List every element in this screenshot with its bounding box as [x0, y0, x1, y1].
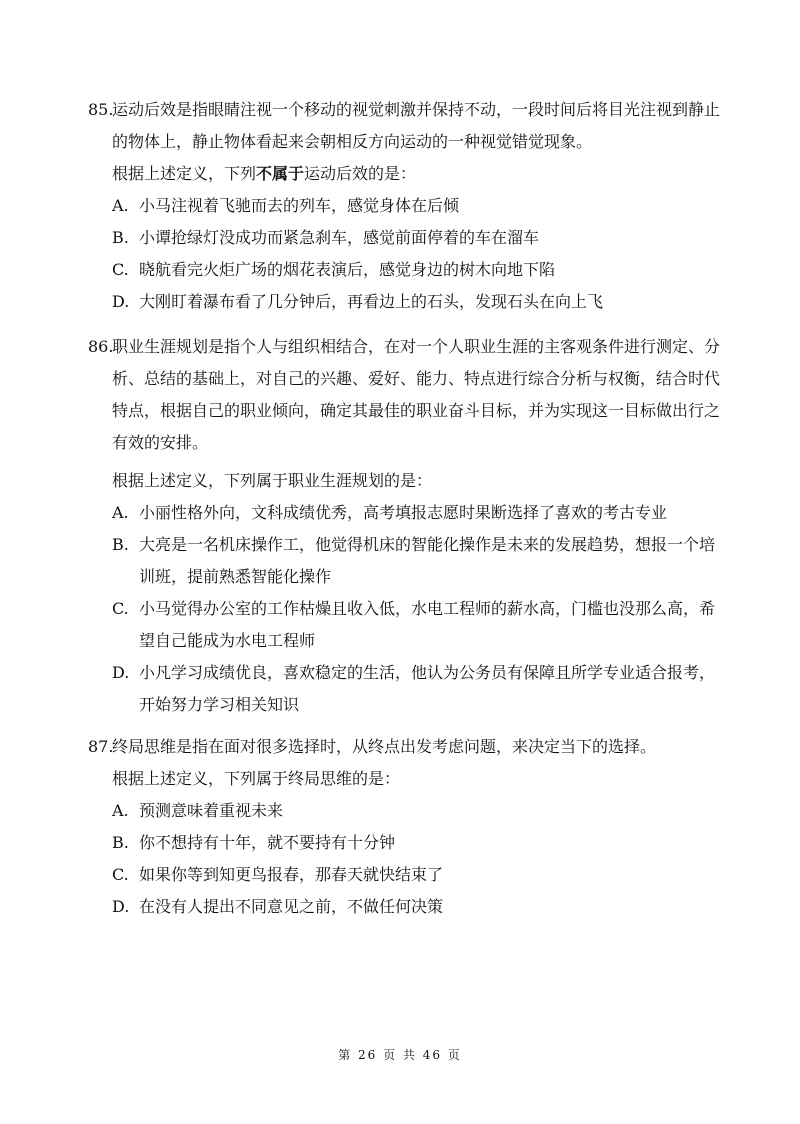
- option-label: D.: [112, 663, 130, 682]
- question-stem: [88, 94, 728, 158]
- option-text: 小马注视着飞驰而去的列车，感觉身体在后倾: [139, 196, 460, 215]
- question-prompt: [88, 763, 728, 795]
- question-text: 终局思维是指在面对很多选择时，从终点出发考虑问题，来决定当下的选择。: [112, 737, 657, 756]
- option-text: 在没有人提出不同意见之前，不做任何决策: [139, 897, 444, 916]
- option-label: D.: [112, 292, 130, 311]
- option-b: [88, 529, 728, 593]
- option-text: 小丽性格外向，文科成绩优秀，高考填报志愿时果断选择了喜欢的考古专业: [139, 503, 668, 522]
- option-text: 如果你等到知更鸟报春，那春天就快结束了: [139, 865, 444, 884]
- question-number: 87.: [88, 737, 114, 756]
- question-number: 86.: [88, 337, 114, 356]
- option-text: 预测意味着重视未来: [139, 801, 284, 820]
- option-text: 小凡学习成绩优良，喜欢稳定的生活，他认为公务员有保障且所学专业适合报考，开始努力学习相关知识: [139, 663, 716, 714]
- option-text: 你不想持有十年，就不要持有十分钟: [139, 833, 396, 852]
- question-number: 85.: [88, 100, 114, 119]
- prompt-text-end: 运动后效的是：: [304, 164, 417, 183]
- option-c: [88, 859, 728, 891]
- option-a: [88, 497, 728, 529]
- option-c: [88, 254, 728, 286]
- question-text: 运动后效是指眼睛注视一个移动的视觉刺激并保持不动，一段时间后将目光注视到静止的物体上，静止物体看起来会朝相反方向运动的一种视觉错觉现象。: [112, 100, 721, 151]
- option-label: D.: [112, 897, 130, 916]
- option-text: 小谭抢绿灯没成功而紧急刹车，感觉前面停着的车在溜车: [139, 228, 540, 247]
- page-footer: 第 26 页 共 46 页: [338, 1048, 462, 1062]
- option-c: [88, 593, 728, 657]
- option-text: 晓航看完火炬广场的烟花表演后，感觉身边的树木向地下陷: [139, 260, 556, 279]
- question-stem: [88, 731, 728, 763]
- option-label: B.: [112, 833, 129, 852]
- option-label: A.: [112, 801, 129, 820]
- question-86: [88, 331, 728, 721]
- question-prompt: [88, 465, 728, 497]
- prompt-emphasis: 不属于: [256, 164, 305, 183]
- option-d: [88, 657, 728, 721]
- prompt-text: 根据上述定义，下列属于终局思维的是：: [112, 769, 401, 788]
- option-b: [88, 827, 728, 859]
- option-label: C.: [112, 865, 129, 884]
- option-d: [88, 286, 728, 318]
- option-label: A.: [112, 196, 129, 215]
- option-label: A.: [112, 503, 129, 522]
- option-text: 大亮是一名机床操作工，他觉得机床的智能化操作是未来的发展趋势，想报一个培训班，提前熟悉智能化操作: [139, 535, 716, 586]
- question-87: [88, 731, 728, 923]
- question-text: 职业生涯规划是指个人与组织相结合，在对一个人职业生涯的主客观条件进行测定、分析、总结的基础上，对自己的兴趣、爱好、能力、特点进行综合分析与权衡，结合时代特点，根据自己的职业倾向，确定其最佳的职业奋斗目标，并为实现这一目标做出行之有效的安排。: [112, 337, 721, 452]
- option-a: [88, 795, 728, 827]
- question-85: [88, 94, 728, 318]
- option-label: C.: [112, 599, 129, 618]
- option-label: B.: [112, 228, 129, 247]
- question-prompt: [88, 158, 728, 190]
- option-label: C.: [112, 260, 129, 279]
- option-b: [88, 222, 728, 254]
- option-a: [88, 190, 728, 222]
- option-d: [88, 891, 728, 923]
- option-text: 大刚盯着瀑布看了几分钟后，再看边上的石头，发现石头在向上飞: [139, 292, 604, 311]
- option-text: 小马觉得办公室的工作枯燥且收入低，水电工程师的薪水高，门槛也没那么高，希望自己能成为水电工程师: [139, 599, 716, 650]
- question-stem: [88, 331, 728, 459]
- prompt-text: 根据上述定义，下列属于职业生涯规划的是：: [112, 471, 433, 490]
- option-label: B.: [112, 535, 129, 554]
- prompt-text: 根据上述定义，下列: [112, 164, 257, 183]
